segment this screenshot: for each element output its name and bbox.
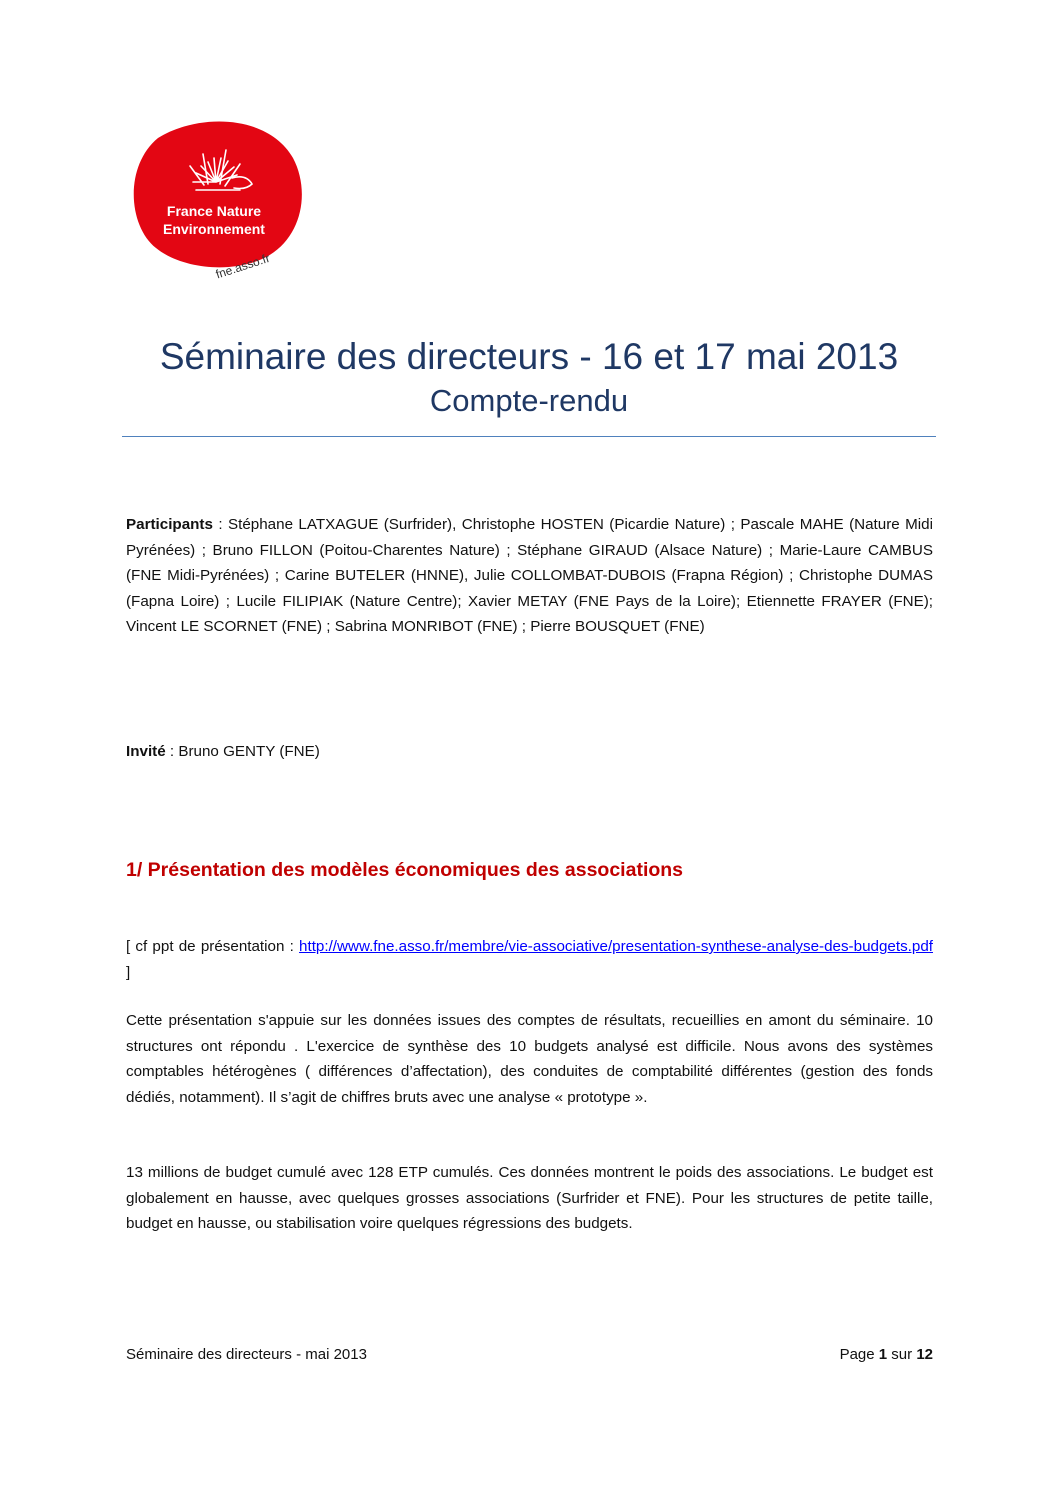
participants-list: : Stéphane LATXAGUE (Surfrider), Christophe HOSTEN (Picardie Nature) ; Pascale MAHE (Nature Midi Pyrénées) ; Bruno FILLON (Poitou-Charentes Nature) ; Stéphane GIRAUD (Alsace Nature) ; Marie-Laure CAMBUS (FNE Midi-Pyrénées) ; Carine BUTELER (HNNE), Julie COLLOMBAT-DUBOIS (Frapna Région) ; Christophe DUMAS (Fapna Loire) ; Lucile FILIPIAK (Nature Centre); Xavier METAY (FNE Pays de la Loire); Etiennette FRAYER (FNE); Vincent LE SCORNET (FNE) ; Sabrina MONRIBOT (FNE) ; Pierre BOUSQUET (FNE) <box>126 516 933 636</box>
reference-prefix: [ cf ppt de présentation : <box>126 938 300 955</box>
fne-logo <box>128 118 306 290</box>
page-subtitle: Compte-rendu <box>429 383 629 418</box>
invite-label: Invité <box>126 743 166 760</box>
page-middle: sur <box>887 1346 917 1363</box>
page-title: Séminaire des directeurs - 16 et 17 mai 2013 <box>159 336 899 377</box>
logo-line1: France Nature <box>166 203 262 219</box>
invite-paragraph <box>126 739 933 765</box>
section-heading: 1/ Présentation des modèles économiques des associations <box>126 859 684 881</box>
body-paragraph-1: Cette présentation s'appuie sur les données issues des comptes de résultats, recueillies en amont du séminaire. 10 structures ont répondu . L'exercice de synthèse des 10 budgets analysé est difficile. Nous avons des systèmes comptables hétérogènes ( différences d’affectation), des conduites de comptabilité différentes (gestion des fonds dédiés, notamment). Il s’agit de chiffres bruts avec une analyse « prototype ». <box>126 1012 933 1106</box>
reference-paragraph <box>126 934 933 985</box>
page-total: 12 <box>916 1346 933 1363</box>
title-block <box>122 333 936 421</box>
participants-label: Participants <box>126 516 213 533</box>
invite-text: : Bruno GENTY (FNE) <box>165 743 320 760</box>
logo-line2: Environnement <box>163 221 265 237</box>
body-paragraph-2: 13 millions de budget cumulé avec 128 ETP cumulés. Ces données montrent le poids des associations. Le budget est globalement en hausse, avec quelques grosses associations (Surfrider et FNE). Pour les structures de petite taille, budget en hausse, ou stabilisation voire quelques régressions des budgets. <box>126 1164 933 1233</box>
page-number <box>840 1346 933 1363</box>
participants-paragraph <box>126 512 933 640</box>
page-prefix: Page <box>839 1346 879 1363</box>
logo-url: fne.asso.fr <box>213 250 272 282</box>
title-divider <box>122 436 936 437</box>
page-current: 1 <box>878 1346 888 1363</box>
footer-title: Séminaire des directeurs - mai 2013 <box>126 1346 367 1363</box>
reference-suffix: ] <box>126 963 131 981</box>
presentation-link[interactable]: http://www.fne.asso.fr/membre/vie-associative/presentation-synthese-analyse-des-budgets.pdf <box>299 938 933 955</box>
